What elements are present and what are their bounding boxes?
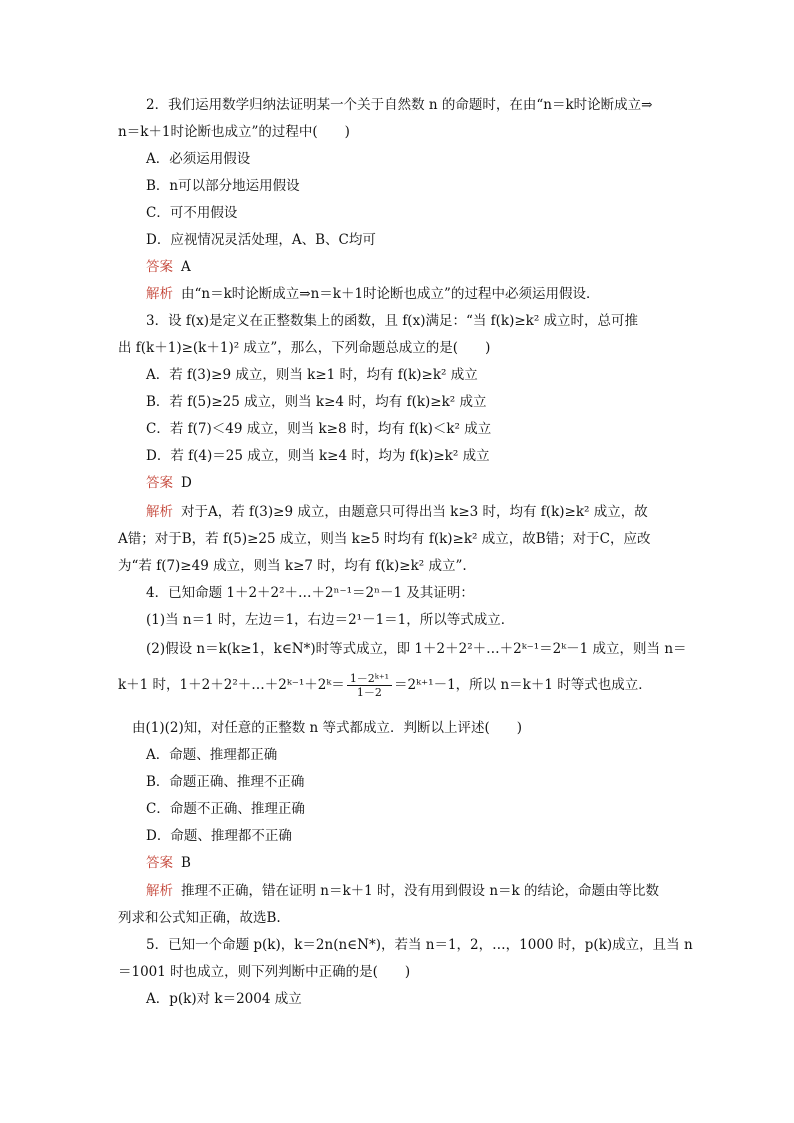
proof-text-after-fraction: ＝2ᵏ⁺¹－1，所以 n＝k＋1 时等式也成立． (394, 677, 652, 693)
q3-option-c: C．若 f(7)＜49 成立，则当 k≥8 时，均有 f(k)＜k² 成立 (146, 421, 492, 437)
q4-stem: 4．已知命题 1＋2＋2²＋…＋2ⁿ⁻¹＝2ⁿ－1 及其证明： (146, 585, 474, 601)
q5-option-a: A．p(k)对 k＝2004 成立 (146, 991, 302, 1007)
analysis-text: 对于A，若 f(3)≥9 成立，由题意只可得出当 k≥3 时，均有 f(k)≥k² 成立，故 (181, 504, 648, 520)
q4-answer (146, 854, 191, 872)
q3-option-d: D．若 f(4)＝25 成立，则当 k≥4 时，均为 f(k)≥k² 成立 (146, 448, 490, 464)
q5-stem-line2: ＝1001 时也成立，则下列判断中正确的是( ) (118, 964, 411, 980)
q3-analysis-line2: A错；对于B，若 f(5)≥25 成立，则当 k≥5 时均有 f(k)≥k² 成立，故B错；对于C，应改 (118, 531, 651, 547)
analysis-text: 由“n＝k时论断成立⇒n＝k＋1时论断也成立”的过程中必须运用假设． (181, 286, 600, 302)
answer-value: D (181, 475, 192, 491)
q4-option-b: B．命题正确、推理不正确 (146, 774, 305, 790)
q3-analysis-line1 (146, 503, 648, 521)
analysis-text: 推理不正确，错在证明 n＝k＋1 时，没有用到假设 n＝k 的结论，命题由等比数 (181, 883, 660, 899)
q3-option-b: B．若 f(5)≥25 成立，则当 k≥4 时，均有 f(k)≥k² 成立 (146, 394, 487, 410)
q3-analysis-line3: 为“若 f(7)≥49 成立，则当 k≥7 时，均有 f(k)≥k² 成立”. (118, 558, 467, 574)
proof-text-before-fraction: k＋1 时，1＋2＋2²＋…＋2ᵏ⁻¹＋2ᵏ＝ (118, 677, 345, 693)
answer-label: 答案 (146, 475, 173, 491)
q2-option-d: D．应视情况灵活处理，A、B、C均可 (146, 232, 376, 248)
q5-stem-line1: 5．已知一个命题 p(k)，k＝2n(n∈N*)，若当 n＝1，2，…，1000 时，p(k)成立，且当 n (146, 937, 693, 953)
fraction-denominator: 1－2 (356, 686, 382, 699)
q2-option-a: A．必须运用假设 (146, 151, 251, 167)
q4-proof-step2-line1: (2)假设 n＝k(k≥1，k∈N*)时等式成立，即 1＋2＋2²＋…＋2ᵏ⁻¹＝2ᵏ－1 成立，则当 n＝ (146, 641, 687, 657)
q4-option-d: D．命题、推理都不正确 (146, 828, 292, 844)
analysis-label: 解析 (146, 504, 173, 520)
q4-option-c: C．命题不正确、推理正确 (146, 801, 305, 817)
q3-option-a: A．若 f(3)≥9 成立，则当 k≥1 时，均有 f(k)≥k² 成立 (146, 367, 478, 383)
fraction-numerator: 1－2ᵏ⁺¹ (347, 672, 392, 686)
q4-analysis-line2: 列求和公式知正确，故选B. (118, 910, 281, 926)
q2-analysis (146, 285, 599, 303)
q4-question: 由(1)(2)知，对任意的正整数 n 等式都成立．判断以上评述( ) (132, 720, 523, 736)
q4-option-a: A．命题、推理都正确 (146, 747, 278, 763)
q3-stem-line1: 3．设 f(x)是定义在正整数集上的函数，且 f(x)满足：“当 f(k)≥k² 成立时，总可推 (146, 313, 639, 329)
q2-stem-line2: n＝k＋1时论断也成立”的过程中( ) (118, 124, 350, 140)
answer-value: A (181, 259, 191, 275)
q4-proof-step1: (1)当 n＝1 时，左边＝1，右边＝2¹－1＝1，所以等式成立． (146, 612, 515, 628)
q3-answer (146, 474, 192, 492)
q2-answer (146, 258, 191, 276)
q4-proof-step2-line2 (118, 672, 652, 699)
q3-stem-line2: 出 f(k＋1)≥(k＋1)² 成立”，那么，下列命题总成立的是( ) (118, 340, 491, 356)
q2-option-c: C．可不用假设 (146, 205, 238, 221)
q2-stem-line1: 2．我们运用数学归纳法证明某一个关于自然数 n 的命题时，在由“n＝k时论断成立⇒ (146, 97, 653, 113)
q4-analysis-line1 (146, 882, 659, 900)
answer-value: B (181, 855, 191, 871)
sum-fraction (347, 672, 392, 699)
q2-option-b: B．n可以部分地运用假设 (146, 178, 300, 194)
analysis-label: 解析 (146, 883, 173, 899)
answer-label: 答案 (146, 259, 173, 275)
analysis-label: 解析 (146, 286, 173, 302)
answer-label: 答案 (146, 855, 173, 871)
